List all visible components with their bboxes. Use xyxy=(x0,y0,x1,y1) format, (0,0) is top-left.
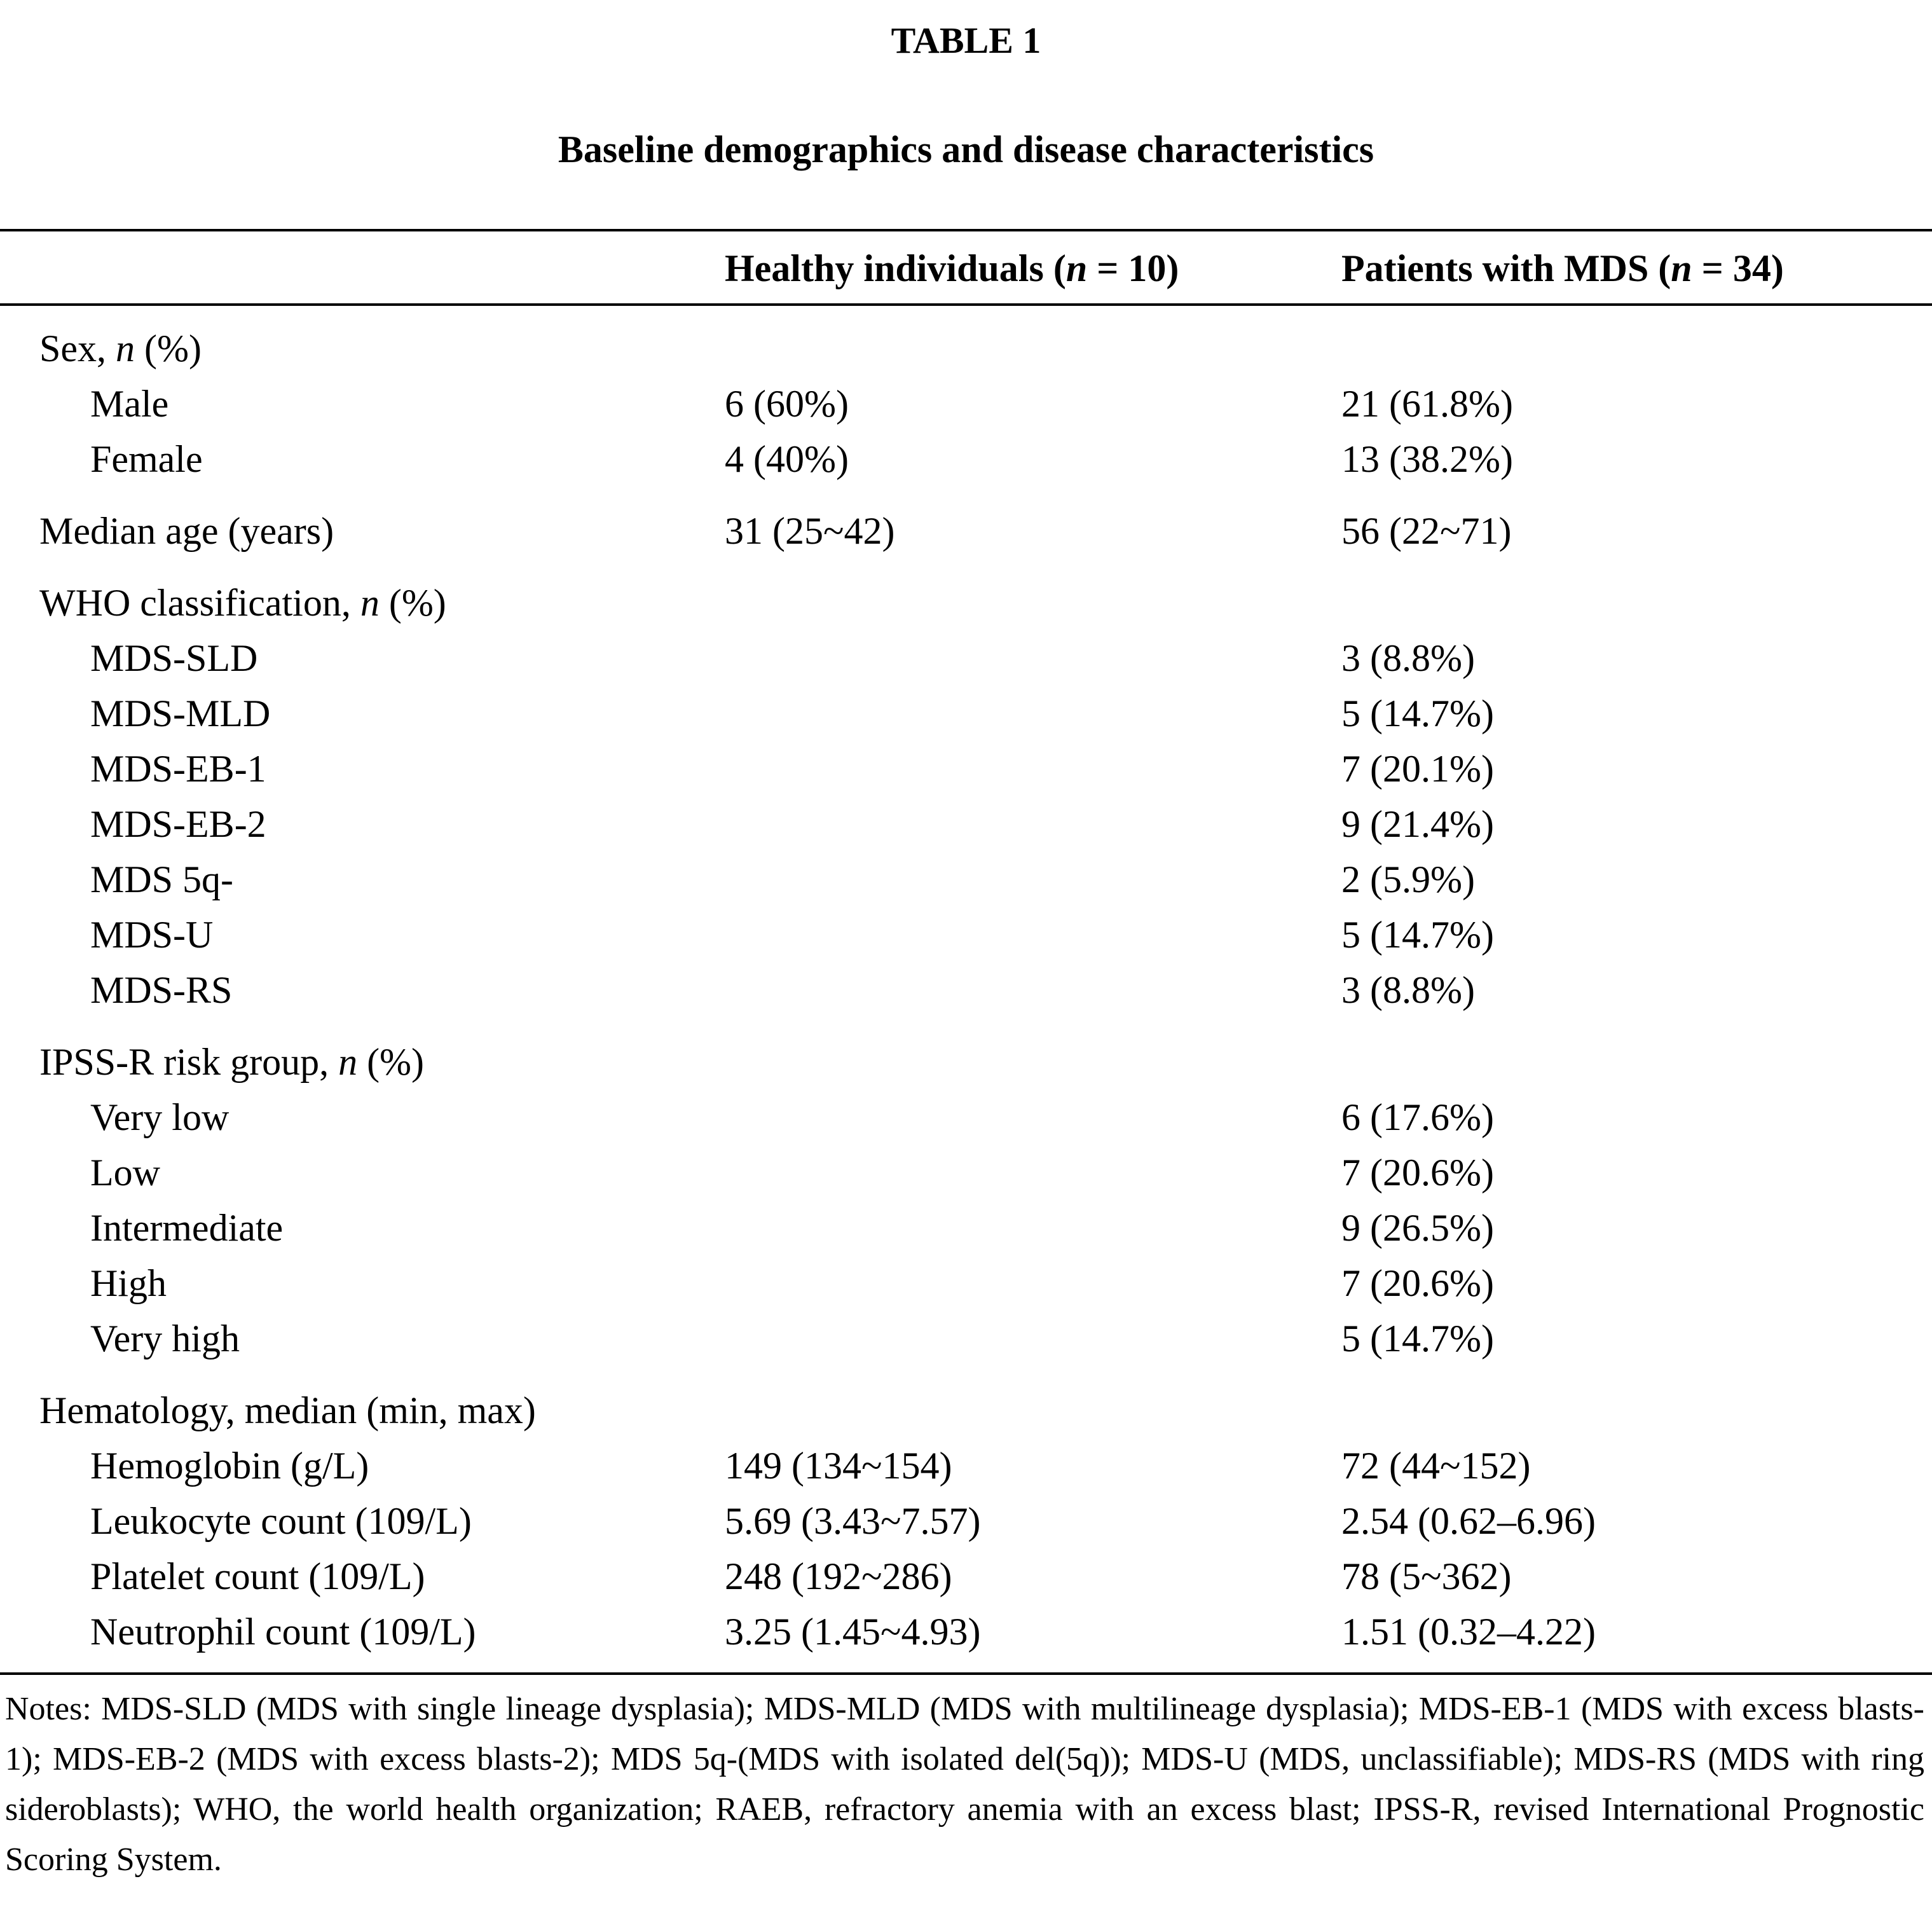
mds-value: 21 (61.8%) xyxy=(1341,383,1513,425)
mds-value: 3 (8.8%) xyxy=(1341,969,1475,1011)
healthy-value xyxy=(725,1145,1341,1201)
mds-value: 13 (38.2%) xyxy=(1341,438,1513,480)
mds-value: 78 (5~362) xyxy=(1341,1555,1512,1597)
label-pre: IPSS-R risk group, xyxy=(39,1041,339,1083)
row-label xyxy=(0,797,725,852)
label-pre: Intermediate xyxy=(90,1207,284,1249)
row-platelet-count xyxy=(0,1549,1932,1604)
row-label xyxy=(0,1604,725,1660)
healthy-value xyxy=(725,963,1341,1018)
healthy-value xyxy=(725,631,1341,686)
healthy-value xyxy=(725,852,1341,907)
label-n: n xyxy=(338,1041,358,1083)
header-post: = 34) xyxy=(1692,247,1784,289)
mds-value: 56 (22~71) xyxy=(1341,510,1512,552)
healthy-value xyxy=(725,321,1341,376)
mds-value: 3 (8.8%) xyxy=(1341,637,1475,679)
healthy-value xyxy=(725,797,1341,852)
row-label xyxy=(0,1256,725,1311)
label-pre: Median age (years) xyxy=(39,510,334,552)
healthy-value xyxy=(725,1035,1341,1090)
row-label xyxy=(0,1145,725,1201)
header-pre: Healthy individuals ( xyxy=(725,247,1066,289)
table-body xyxy=(0,306,1932,1672)
mds-value: 9 (26.5%) xyxy=(1341,1207,1494,1249)
row-female xyxy=(0,432,1932,487)
row-label xyxy=(0,1035,725,1090)
row-label xyxy=(0,575,725,631)
label-pre: Male xyxy=(90,383,169,425)
row-mds-u xyxy=(0,907,1932,963)
column-header-mds xyxy=(1341,247,1932,291)
label-pre: Low xyxy=(90,1152,160,1194)
table-title: TABLE 1 xyxy=(891,20,1041,61)
table-header-row xyxy=(0,231,1932,303)
header-post: = 10) xyxy=(1087,247,1179,289)
label-post: (%) xyxy=(135,327,202,369)
label-pre: MDS-EB-1 xyxy=(90,748,266,790)
row-very-high xyxy=(0,1311,1932,1367)
row-very-low xyxy=(0,1090,1932,1145)
row-low xyxy=(0,1145,1932,1201)
mds-value: 7 (20.1%) xyxy=(1341,748,1494,790)
mds-value xyxy=(1341,321,1932,376)
row-label xyxy=(0,741,725,797)
label-post: (%) xyxy=(379,582,446,624)
mds-value: 7 (20.6%) xyxy=(1341,1152,1494,1194)
healthy-value: 5.69 (3.43~7.57) xyxy=(725,1500,981,1542)
row-label xyxy=(0,1494,725,1549)
mds-value: 5 (14.7%) xyxy=(1341,692,1494,734)
label-pre: MDS-U xyxy=(90,914,214,956)
header-pre: Patients with MDS ( xyxy=(1341,247,1671,289)
row-label xyxy=(0,852,725,907)
row-label xyxy=(0,504,725,559)
row-who-classification xyxy=(0,575,1932,631)
row-label xyxy=(0,963,725,1018)
row-hematology xyxy=(0,1383,1932,1438)
row-median-age xyxy=(0,504,1932,559)
header-n: n xyxy=(1671,247,1692,289)
mds-value: 72 (44~152) xyxy=(1341,1445,1531,1487)
label-pre: MDS-RS xyxy=(90,969,233,1011)
healthy-value: 31 (25~42) xyxy=(725,510,895,552)
label-pre: Leukocyte count (109/L) xyxy=(90,1500,472,1542)
healthy-value xyxy=(725,1090,1341,1145)
row-label xyxy=(0,376,725,432)
label-pre: WHO classification, xyxy=(39,582,360,624)
healthy-value: 3.25 (1.45~4.93) xyxy=(725,1611,981,1653)
row-mds-rs xyxy=(0,963,1932,1018)
label-n: n xyxy=(360,582,380,624)
row-mds-eb-2 xyxy=(0,797,1932,852)
row-label xyxy=(0,1201,725,1256)
healthy-value xyxy=(725,575,1341,631)
label-pre: Platelet count (109/L) xyxy=(90,1555,425,1597)
table-subtitle: Baseline demographics and disease characteristics xyxy=(558,128,1374,170)
label-pre: Neutrophil count (109/L) xyxy=(90,1611,476,1653)
healthy-value xyxy=(725,686,1341,741)
label-pre: Hematology, median (min, max) xyxy=(39,1389,536,1431)
row-label xyxy=(0,321,725,376)
row-neutrophil-count xyxy=(0,1604,1932,1660)
row-high xyxy=(0,1256,1932,1311)
mds-value: 9 (21.4%) xyxy=(1341,803,1494,845)
healthy-value xyxy=(725,1311,1341,1367)
row-label xyxy=(0,631,725,686)
mds-value: 5 (14.7%) xyxy=(1341,1318,1494,1360)
healthy-value xyxy=(725,1201,1341,1256)
healthy-value: 6 (60%) xyxy=(725,383,849,425)
row-label xyxy=(0,1311,725,1367)
mds-value: 1.51 (0.32–4.22) xyxy=(1341,1611,1596,1653)
label-n: n xyxy=(116,327,135,369)
mds-value: 5 (14.7%) xyxy=(1341,914,1494,956)
row-label xyxy=(0,907,725,963)
row-label xyxy=(0,1090,725,1145)
label-post: (%) xyxy=(357,1041,425,1083)
row-mds-eb-1 xyxy=(0,741,1932,797)
row-sex xyxy=(0,321,1932,376)
healthy-value xyxy=(725,1256,1341,1311)
table-notes: Notes: MDS-SLD (MDS with single lineage dysplasia); MDS-MLD (MDS with multilineage dysplasia); MDS-EB-1 (MDS with excess blasts-1); MDS-EB-2 (MDS with excess blasts-2); MDS 5q-(MDS with isolated del(5q)); MDS-U (MDS, unclassifiable); MDS-RS (MDS with ring sideroblasts); WHO, the world health organization; RAEB, refractory anemia with an excess blast; IPSS-R, revised International Prognostic Scoring System. xyxy=(5,1691,1924,1878)
row-ipss-r-risk-group xyxy=(0,1035,1932,1090)
rule-bottom xyxy=(0,1672,1932,1675)
row-intermediate xyxy=(0,1201,1932,1256)
healthy-value xyxy=(725,1383,1341,1438)
healthy-value xyxy=(725,741,1341,797)
mds-value: 7 (20.6%) xyxy=(1341,1262,1494,1304)
column-header-healthy xyxy=(725,247,1341,291)
label-pre: Very high xyxy=(90,1318,240,1360)
row-male xyxy=(0,376,1932,432)
mds-value xyxy=(1341,1035,1932,1090)
mds-value: 2 (5.9%) xyxy=(1341,858,1475,900)
label-pre: Hemoglobin (g/L) xyxy=(90,1445,369,1487)
mds-value xyxy=(1341,575,1932,631)
header-n: n xyxy=(1065,247,1088,289)
healthy-value xyxy=(725,907,1341,963)
mds-value xyxy=(1341,1383,1932,1438)
row-label xyxy=(0,1383,725,1438)
row-mds-5q xyxy=(0,852,1932,907)
row-label xyxy=(0,432,725,487)
label-pre: Very low xyxy=(90,1096,230,1138)
label-pre: Female xyxy=(90,438,203,480)
mds-value: 6 (17.6%) xyxy=(1341,1096,1494,1138)
label-pre: MDS 5q- xyxy=(90,858,234,900)
row-mds-mld xyxy=(0,686,1932,741)
label-pre: Sex, xyxy=(39,327,116,369)
row-label xyxy=(0,1438,725,1494)
mds-value: 2.54 (0.62–6.96) xyxy=(1341,1500,1596,1542)
label-pre: High xyxy=(90,1262,167,1304)
label-pre: MDS-EB-2 xyxy=(90,803,266,845)
row-label xyxy=(0,686,725,741)
row-mds-sld xyxy=(0,631,1932,686)
row-hemoglobin xyxy=(0,1438,1932,1494)
healthy-value: 248 (192~286) xyxy=(725,1555,952,1597)
label-pre: MDS-MLD xyxy=(90,692,271,734)
healthy-value: 4 (40%) xyxy=(725,438,849,480)
label-pre: MDS-SLD xyxy=(90,637,258,679)
row-label xyxy=(0,1549,725,1604)
row-leukocyte-count xyxy=(0,1494,1932,1549)
healthy-value: 149 (134~154) xyxy=(725,1445,952,1487)
